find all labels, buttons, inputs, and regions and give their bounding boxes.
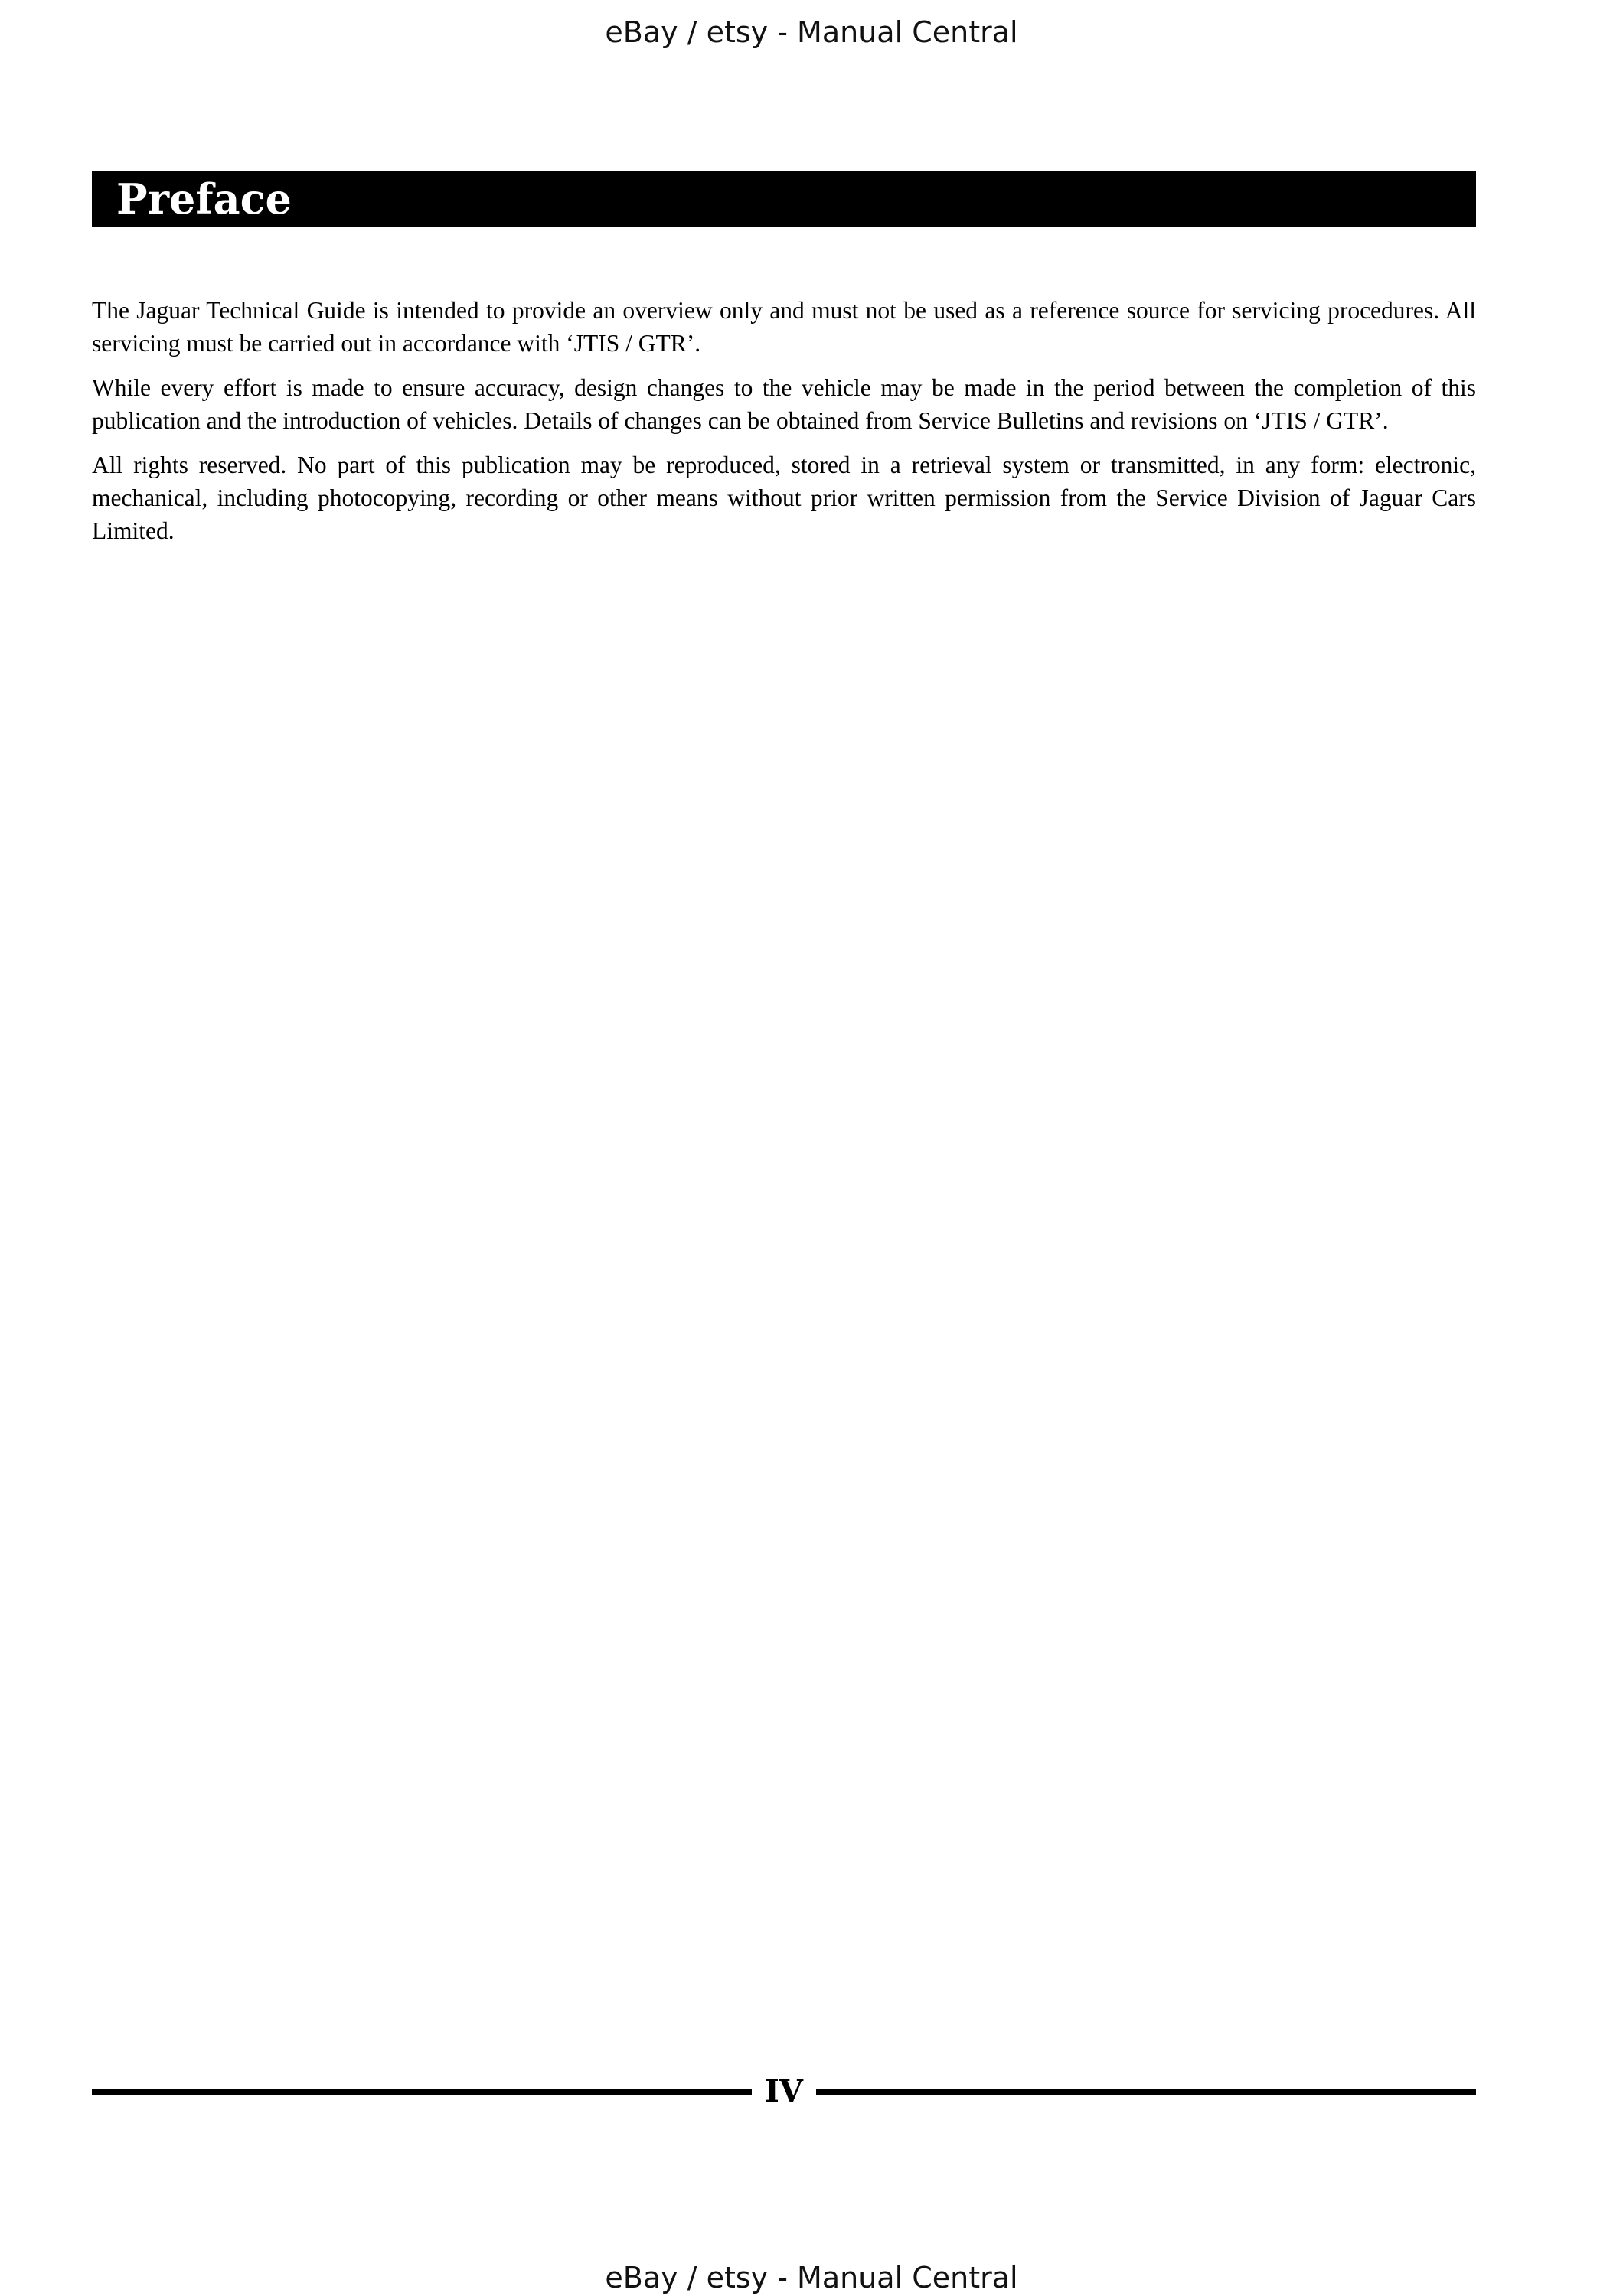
paragraph-rights: All rights reserved. No part of this publication may be reproduced, stored in a retrieval system or transmitted, in any form: electronic, mechanical, including photocopying, recording or other means without prior written permission from the Service Division of Jaguar Cars Limited. (92, 452, 1476, 544)
footer-rule-right (816, 2089, 1476, 2095)
watermark-top: eBay / etsy - Manual Central (605, 15, 1018, 49)
section-title: Preface (116, 174, 292, 223)
paragraph-overview: The Jaguar Technical Guide is intended to provide an overview only and must not be used as a reference source for servicing procedures. All servicing must be carried out in accordance with ‘JTIS / GTR’. (92, 297, 1476, 357)
paragraph-accuracy: While every effort is made to ensure accuracy, design changes to the vehicle may be made in the period between the completion of this publication and the introduction of vehicles. Details of changes can be obtained from Service Bulletins and revisions on ‘JTIS / GTR’. (92, 374, 1476, 434)
page-footer (92, 2074, 1476, 2109)
page-number: IV (765, 2073, 803, 2109)
section-title-bar (92, 171, 1476, 227)
watermark-bottom: eBay / etsy - Manual Central (605, 2261, 1018, 2294)
footer-rule-left (92, 2089, 752, 2095)
preface-body (92, 294, 1476, 559)
